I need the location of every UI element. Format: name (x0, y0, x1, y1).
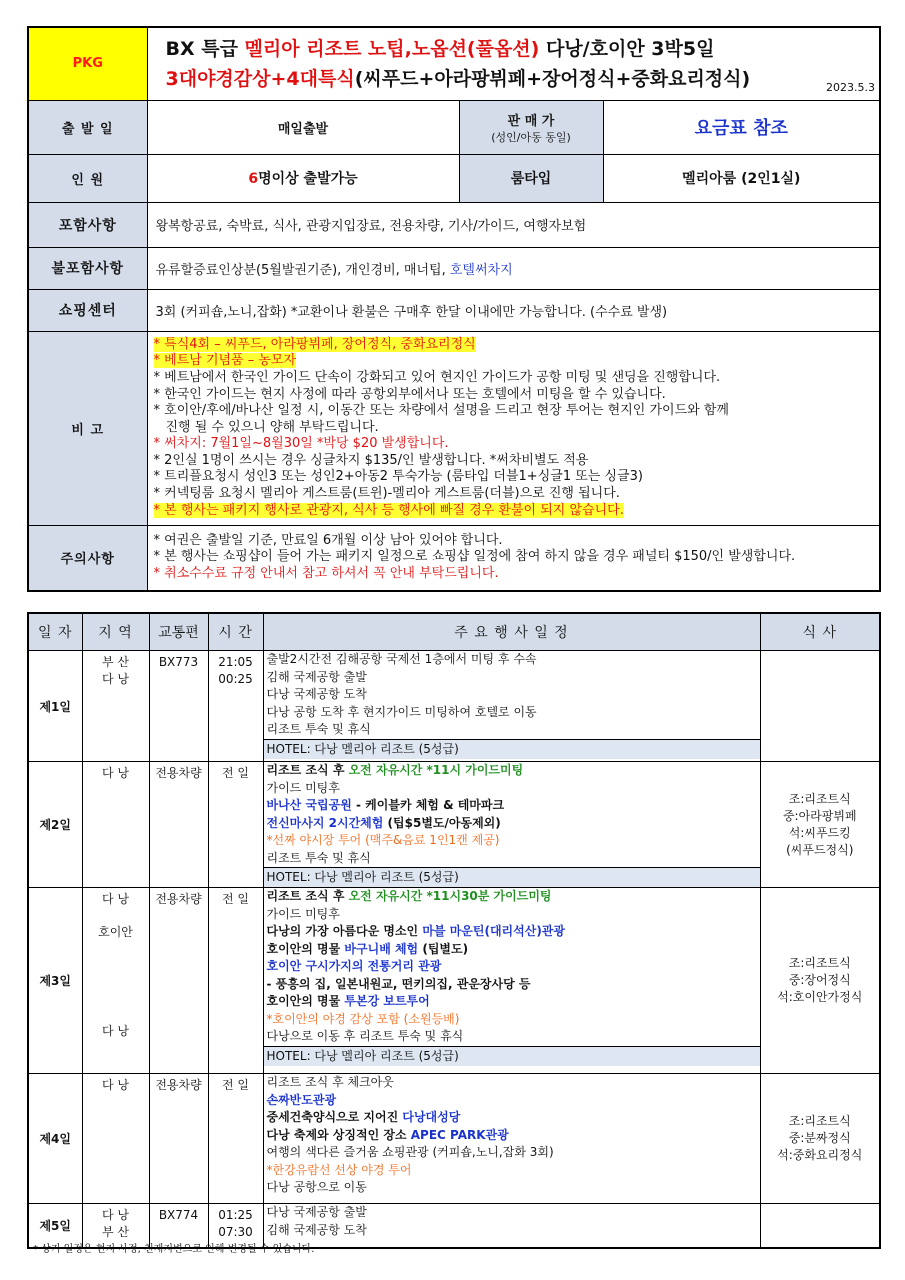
itinerary-table (27, 612, 881, 1249)
package-title (147, 27, 880, 100)
activity-line (264, 923, 760, 941)
caution-item: * 여권은 출발일 기준, 만료일 6개월 이상 남아 있어야 합니다. (153, 532, 503, 548)
depart-value: 매일출발 (147, 100, 459, 154)
activity-line (264, 993, 760, 1011)
col-header: 주 요 행 사 일 정 (263, 613, 760, 651)
day-time (208, 762, 263, 888)
activity-line (264, 815, 760, 833)
activity-line (264, 976, 760, 994)
time-value: 01:25 (218, 1208, 253, 1222)
day-transport: BX774 (149, 1204, 208, 1248)
activity-text: - 케이블카 체험 & 테마파크 (351, 798, 505, 812)
meal-item: 석:씨푸드킹 (788, 825, 851, 840)
activity-text: 김해 국제공항 도착 (266, 1222, 367, 1237)
itinerary-header-row (28, 613, 880, 651)
excl-label: 불포함사항 (28, 247, 147, 289)
activity-text: 다낭 국제공항 도착 (266, 687, 367, 701)
activity-text: 바나산 국립공원 (266, 798, 352, 812)
region-name (83, 1007, 149, 1024)
activity-text: 리조트 투숙 및 휴식 (266, 722, 371, 736)
day-region (82, 1074, 149, 1204)
meal-item: 석:호이안가정식 (777, 990, 863, 1004)
region-name: 부 산 (102, 1224, 129, 1239)
activity-text: 마블 마운틴(대리석산)관광 (422, 924, 565, 938)
activity-text: 호이안의 명물 (266, 941, 345, 956)
meal-item: 중:아라팡뷔페 (782, 808, 857, 823)
region-name: 다 낭 (102, 892, 129, 906)
day-time (208, 651, 263, 762)
activity-text: 가이드 미팅후 (266, 906, 340, 921)
remark-item: * 베트남 기념품 – 농모자 (153, 353, 297, 369)
activity-text: 투본강 보트투어 (344, 994, 430, 1008)
remark-item: * 트리플요청시 성인3 또는 성인2+아동2 투숙가능 (룸타입 더블1+싱글1 또는 싱글3) (153, 469, 643, 485)
remark-item: * 한국인 가이드는 현지 사정에 따라 공항외부에서나 또는 호텔에서 미팅을 할 수 있습니다. (153, 386, 666, 402)
region-name: 부 산 (102, 655, 129, 669)
people-label: 인 원 (28, 154, 147, 202)
people-num: 6 (248, 171, 259, 187)
remark-item: * 본 행사는 패키지 행사로 관광지, 식사 등 행사에 빠질 경우 환불이 되지 않습니다. (153, 502, 624, 518)
activity-line (264, 941, 760, 959)
activity-line (264, 1074, 760, 1092)
meal-item: (씨푸드정식) (786, 842, 854, 857)
day-meals (760, 888, 880, 1074)
activity-line (264, 1127, 760, 1145)
activity-text: 여행의 색다른 즐거움 쇼핑관광 (커피숍,노니,잡화 3회) (266, 1145, 554, 1159)
meal-item: 조:리조트식 (788, 956, 851, 970)
excl-cell (147, 247, 880, 289)
col-header: 지 역 (82, 613, 149, 651)
itinerary-day-row (28, 651, 880, 762)
remark-item: * 호이안/후에/바나산 일정 시, 이동간 또는 차량에서 설명을 드리고 현장 투어는 현지인 가이드와 함께 (153, 403, 729, 419)
excl-value-b: 호텔써차지 (449, 262, 513, 278)
activity-text: 다낭 공항 도착 후 현지가이드 미팅하여 호텔로 이동 (266, 704, 537, 719)
activity-text: 리조트 투숙 및 휴식 (266, 850, 371, 865)
activity-text: 전신마사지 2시간체험 (266, 815, 384, 830)
depart-label: 출 발 일 (28, 100, 147, 154)
time-value: 21:05 (218, 655, 253, 669)
activity-line (264, 850, 760, 868)
meal-item: 석:중화요리정식 (777, 1148, 863, 1162)
remarks-cell (147, 331, 880, 525)
meal-item: 중:분짜정식 (788, 1131, 851, 1145)
activity-text: 다낭 공항으로 이동 (266, 1180, 367, 1194)
activity-text: *호이안의 야경 감상 포함 (소원등배) (266, 1011, 460, 1026)
package-info-table (27, 26, 881, 592)
room-label: 룸타입 (459, 154, 603, 202)
activity-line (264, 1092, 760, 1110)
time-value: 전 일 (222, 1078, 249, 1092)
activity-line (264, 651, 760, 669)
activity-text: 바구니배 체험 (344, 941, 419, 956)
activity-text: 리조트 조식 후 (266, 763, 349, 777)
title-line2-a: 3대야경감상+4대특식 (165, 67, 355, 90)
activity-line (264, 797, 760, 815)
day-meals (760, 1074, 880, 1204)
incl-label: 포함사항 (28, 202, 147, 247)
meal-item: 중:장어정식 (788, 973, 851, 987)
region-name: 다 낭 (102, 766, 129, 780)
shop-label: 쇼핑센터 (28, 289, 147, 331)
price-sub: (성인/아동 동일) (491, 130, 571, 144)
activity-text: 리조트 조식 후 체크아웃 (266, 1075, 394, 1089)
region-name: 다 낭 (102, 671, 129, 686)
activity-line (264, 832, 760, 850)
activity-text: 다낭대성당 (402, 1110, 461, 1124)
activity-text: 오전 자유시간 *11시30분 가이드미팅 (348, 889, 552, 903)
region-name (83, 908, 149, 925)
activity-text: 다낭으로 이동 후 리조트 투숙 및 휴식 (266, 1029, 464, 1043)
pkg-badge: PKG (28, 27, 147, 100)
region-name (83, 990, 149, 1007)
hotel-line: HOTEL: 다낭 멜리아 리조트 (5성급) (264, 1046, 760, 1066)
remark-item: * 2인실 1명이 쓰시는 경우 싱글차지 $135/인 발생합니다. *써차비별도 적용 (153, 452, 589, 468)
day-region (82, 762, 149, 888)
activity-line (264, 669, 760, 687)
hotel-line: HOTEL: 다낭 멜리아 리조트 (5성급) (264, 739, 760, 759)
shop-value: 3회 (커피숍,노니,잡화) *교환이나 환불은 구매후 한달 이내에만 가능합니다. (수수료 발생) (147, 289, 880, 331)
room-value: 멜리아룸 (2인1실) (603, 154, 880, 202)
activity-text: *선짜 야시장 투어 (맥주&음료 1인1캔 제공) (266, 833, 500, 847)
title-line2-b: (씨푸드+아라팡뷔페+장어정식+중화요리정식) (354, 67, 751, 90)
activity-text: 다낭의 가장 아름다운 명소인 (266, 924, 423, 938)
activity-text: - 풍흥의 집, 일본내원교, 떤키의집, 관운장사당 등 (266, 976, 531, 991)
activity-line (264, 780, 760, 798)
day-region (82, 888, 149, 1074)
day-label: 제3일 (28, 888, 82, 1074)
activity-line (264, 1162, 760, 1180)
day-activities (263, 762, 760, 888)
activity-text: 김해 국제공항 출발 (266, 669, 367, 684)
activity-text: 중세건축양식으로 지어진 (266, 1110, 403, 1124)
region-name (83, 974, 149, 991)
day-activities (263, 1074, 760, 1204)
day-transport: 전용차량 (149, 888, 208, 1074)
day-label: 제5일 (28, 1204, 82, 1248)
caution-label: 주의사항 (28, 525, 147, 591)
activity-text: 출발2시간전 김해공항 국제선 1층에서 미팅 후 수속 (266, 652, 537, 666)
activity-line (264, 721, 760, 739)
activity-text: 리조트 조식 후 (266, 889, 349, 903)
price-value: 요금표 참조 (603, 100, 880, 154)
activity-text: 오전 자유시간 *11시 가이드미팅 (348, 763, 524, 777)
remark-item: 진행 될 수 있으니 양해 부탁드립니다. (165, 419, 379, 435)
excl-value-a: 유류할증료인상분(5월발권기준), 개인경비, 매너팁, (155, 262, 450, 278)
day-meals (760, 651, 880, 762)
region-name (83, 957, 149, 974)
day-label: 제1일 (28, 651, 82, 762)
time-value: 전 일 (222, 766, 249, 780)
day-activities (263, 1204, 760, 1248)
col-header: 일 자 (28, 613, 82, 651)
activity-text: 호이안 구시가지의 전통거리 관광 (266, 959, 442, 973)
people-cell (147, 154, 459, 202)
meal-item: 조:리조트식 (788, 791, 851, 806)
itinerary-day-row (28, 1074, 880, 1204)
activity-text: 손짜반도관광 (266, 1092, 337, 1107)
title-line1-b: 멜리아 리조트 노팁,노옵션(풀옵션) (244, 37, 540, 60)
itinerary-day-row (28, 762, 880, 888)
region-name: 다 낭 (102, 1024, 129, 1038)
day-time (208, 888, 263, 1074)
activity-text: APEC PARK관광 (410, 1127, 509, 1142)
caution-item: * 취소수수료 규정 안내서 참고 하셔서 꼭 안내 부탁드립니다. (153, 566, 499, 582)
activity-text: 가이드 미팅후 (266, 780, 340, 795)
activity-line (264, 1109, 760, 1127)
col-header: 교통편 (149, 613, 208, 651)
activity-line (264, 1204, 760, 1222)
col-header: 시 간 (208, 613, 263, 651)
activity-line (264, 958, 760, 976)
region-name: 호이안 (98, 925, 133, 939)
activity-line (264, 888, 760, 906)
activity-text: (팁별도) (418, 941, 469, 956)
remark-label: 비 고 (28, 331, 147, 525)
activity-text: (팁$5별도/아동제외) (383, 815, 501, 830)
caution-cell (147, 525, 880, 591)
day-transport: 전용차량 (149, 1074, 208, 1204)
day-activities (263, 888, 760, 1074)
remark-item: * 커넥팅룸 요청시 멜리아 게스트룸(트윈)-멜리아 게스트룸(더블)으로 진행 됩니다. (153, 486, 620, 502)
activity-line (264, 906, 760, 924)
day-activities (263, 651, 760, 762)
issue-date: 2023.5.3 (826, 80, 876, 94)
hotel-line: HOTEL: 다낭 멜리아 리조트 (5성급) (264, 867, 760, 887)
activity-line (264, 686, 760, 704)
price-label-cell (459, 100, 603, 154)
region-name (83, 941, 149, 958)
remark-item: * 써차지: 7월1일~8월30일 *박당 $20 발생합니다. (153, 436, 449, 452)
people-value: 명이상 출발가능 (258, 171, 358, 187)
day-meals (760, 1204, 880, 1248)
activity-line (264, 762, 760, 780)
activity-line (264, 1222, 760, 1240)
time-value: 00:25 (218, 671, 253, 686)
time-value: 07:30 (218, 1224, 253, 1239)
time-value: 전 일 (222, 892, 249, 906)
col-header: 식 사 (760, 613, 880, 651)
activity-line (264, 704, 760, 722)
day-transport: 전용차량 (149, 762, 208, 888)
activity-line (264, 1028, 760, 1046)
day-transport: BX773 (149, 651, 208, 762)
activity-text: *한강유람선 선상 야경 투어 (266, 1162, 412, 1177)
day-region (82, 651, 149, 762)
caution-item: * 본 행사는 쇼핑샵이 들어 가는 패키지 일정으로 쇼핑샵 일정에 참여 하지 않을 경우 패널티 $150/인 발생합니다. (153, 549, 796, 565)
day-meals (760, 762, 880, 888)
day-time (208, 1074, 263, 1204)
remark-item: * 베트남에서 한국인 가이드 단속이 강화되고 있어 현지인 가이드가 공항 미팅 및 샌딩을 진행합니다. (153, 369, 721, 385)
itinerary-day-row (28, 888, 880, 1074)
day-label: 제2일 (28, 762, 82, 888)
remark-item: * 특식4회 – 씨푸드, 아라팡뷔페, 장어정식, 중화요리정식 (153, 336, 476, 352)
activity-line (264, 1179, 760, 1197)
day-label: 제4일 (28, 1074, 82, 1204)
region-name: 다 낭 (102, 1208, 129, 1222)
price-label: 판 매 가 (507, 113, 555, 129)
activity-text: 호이안의 명물 (266, 994, 345, 1008)
title-line1-a: BX 특급 (165, 37, 245, 60)
activity-line (264, 1011, 760, 1029)
footnote: * 상기 일정은 현지 사정, 천재지변으로 인해 변경될 수 있습니다. (33, 1244, 315, 1255)
activity-text: 다낭 축제와 상징적인 장소 (266, 1127, 411, 1142)
meal-item: 조:리조트식 (788, 1114, 851, 1128)
incl-value: 왕복항공료, 숙박료, 식사, 관광지입장료, 전용차량, 기사/가이드, 여행자보험 (147, 202, 880, 247)
region-name: 다 낭 (102, 1078, 129, 1092)
activity-text: 다낭 국제공항 출발 (266, 1205, 367, 1219)
activity-line (264, 1144, 760, 1162)
title-line1-c: 다낭/호이안 3박5일 (539, 37, 715, 60)
